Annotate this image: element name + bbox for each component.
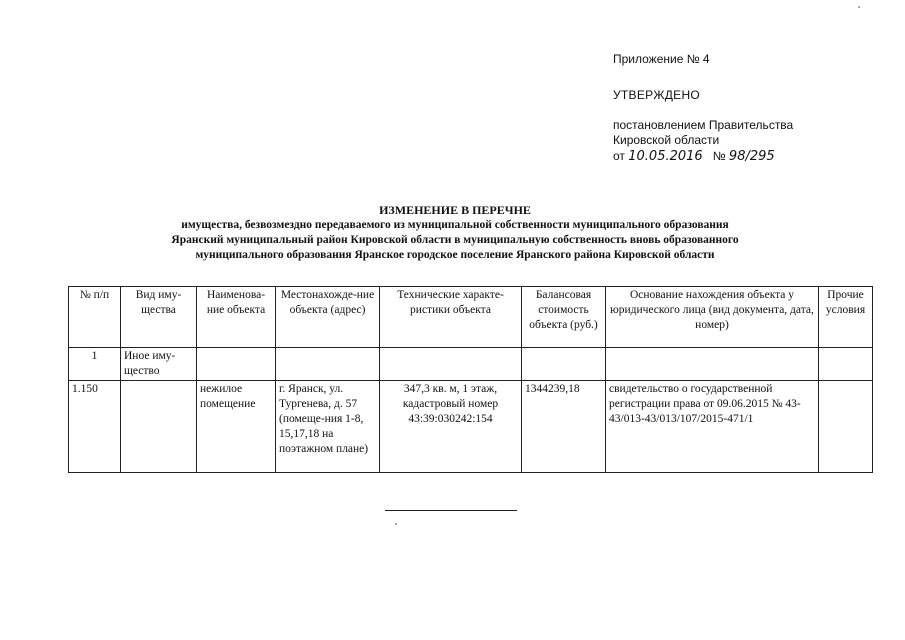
column-header: № п/п bbox=[69, 287, 121, 348]
cell-value bbox=[522, 348, 606, 381]
column-header: Прочие условия bbox=[819, 287, 873, 348]
subtitle-line-1: имущества, безвозмездно передаваемого из муниципальной собственности муниципального образования bbox=[181, 219, 729, 231]
cell-basis: свидетельство о государственной регистрации права от 09.06.2015 № 43-43/013-43/013/107/2015-471/1 bbox=[606, 381, 819, 473]
property-table bbox=[68, 286, 873, 473]
decree-line: постановлением Правительства bbox=[613, 118, 794, 132]
closing-rule bbox=[385, 510, 517, 511]
cell-name bbox=[197, 348, 276, 381]
cell-address bbox=[276, 348, 380, 381]
decree-date-line bbox=[613, 149, 775, 164]
scan-speck bbox=[858, 6, 860, 8]
appendix-label: Приложение № 4 bbox=[613, 52, 710, 66]
document-subtitle bbox=[95, 218, 815, 263]
column-header: Основание нахождения объекта у юридического лица (вид документа, дата, номер) bbox=[606, 287, 819, 348]
subtitle-line-2: Яранский муниципальный район Кировской области в муниципальную собственность вновь образованного bbox=[171, 234, 739, 246]
cell-tech bbox=[380, 348, 522, 381]
cell-other bbox=[819, 381, 873, 473]
cell-tech: 347,3 кв. м, 1 этаж, кадастровый номер 43:39:030242:154 bbox=[380, 381, 522, 473]
cell-name: нежилое помещение bbox=[197, 381, 276, 473]
region-line: Кировской области bbox=[613, 133, 720, 147]
table-row bbox=[69, 348, 873, 381]
table-header-row bbox=[69, 287, 873, 348]
column-header: Вид иму-щества bbox=[121, 287, 197, 348]
approved-label: УТВЕРЖДЕНО bbox=[613, 88, 701, 102]
cell-address: г. Яранск, ул. Тургенева, д. 57 (помеще-ния 1-8, 15,17,18 на поэтажном плане) bbox=[276, 381, 380, 473]
column-header: Местонахожде-ние объекта (адрес) bbox=[276, 287, 380, 348]
cell-kind: Иное иму-щество bbox=[121, 348, 197, 381]
cell-value: 1344239,18 bbox=[522, 381, 606, 473]
cell-num: 1 bbox=[69, 348, 121, 381]
number-prefix: № bbox=[712, 149, 726, 163]
date-prefix: от bbox=[613, 149, 625, 163]
cell-kind bbox=[121, 381, 197, 473]
column-header: Наименова-ние объекта bbox=[197, 287, 276, 348]
column-header: Технические характе-ристики объекта bbox=[380, 287, 522, 348]
decree-date: 10.05.2016 bbox=[628, 149, 703, 164]
subtitle-line-3: муниципального образования Яранское городское поселение Яранского района Кировской области bbox=[195, 249, 715, 261]
column-header: Балансовая стоимость объекта (руб.) bbox=[522, 287, 606, 348]
cell-basis bbox=[606, 348, 819, 381]
cell-num: 1.150 bbox=[69, 381, 121, 473]
table-row bbox=[69, 381, 873, 473]
decree-number: 98/295 bbox=[728, 149, 775, 164]
document-title: ИЗМЕНЕНИЕ В ПЕРЕЧНЕ bbox=[379, 203, 531, 217]
scan-speck bbox=[395, 523, 397, 525]
cell-other bbox=[819, 348, 873, 381]
